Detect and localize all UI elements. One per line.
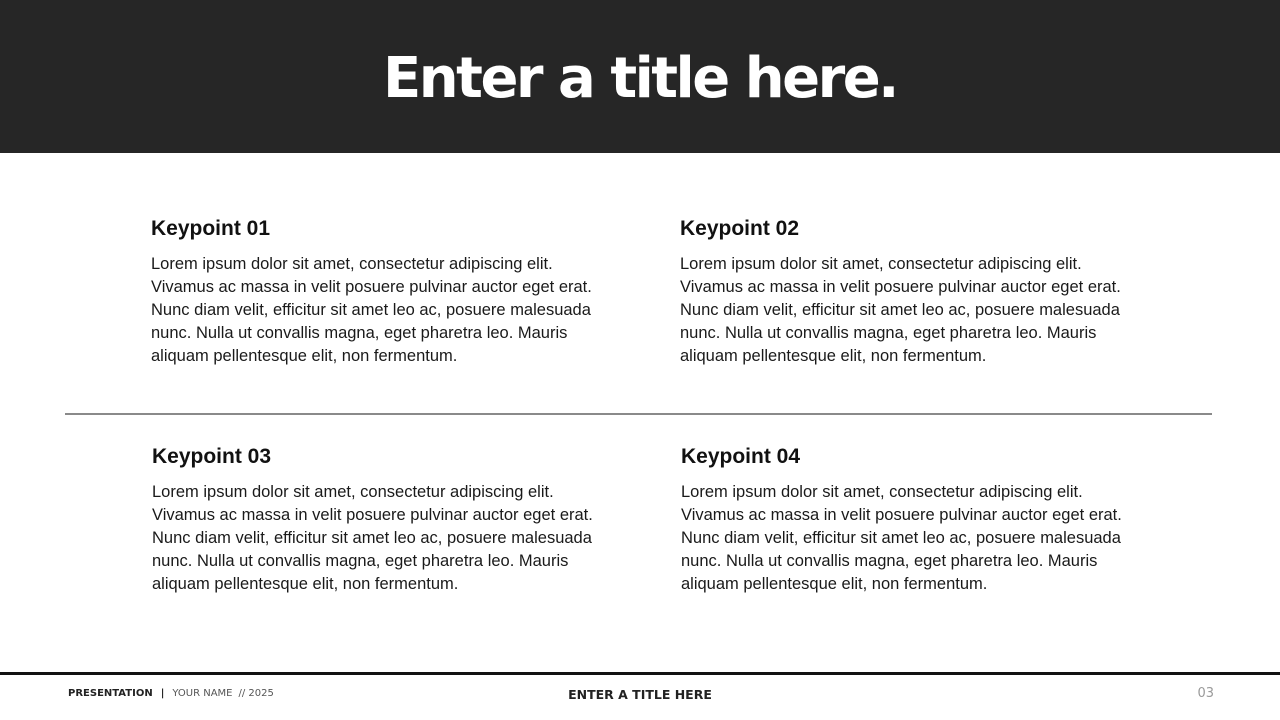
page-number: 03	[1197, 686, 1214, 701]
keypoint-block-04	[681, 443, 1151, 596]
footer-year[interactable]: // 2025	[238, 688, 274, 699]
footer-presentation-label[interactable]: PRESENTATION	[68, 688, 153, 699]
footer-separator: |	[160, 688, 165, 699]
keypoint-title[interactable]: Keypoint 01	[151, 217, 271, 240]
keypoint-body[interactable]: Lorem ipsum dolor sit amet, consectetur adipiscing elit. Vivamus ac massa in velit posuere pulvinar auctor eget erat. Nunc diam velit, efficitur sit amet leo ac, posuere malesuada nunc. Nulla ut convallis magna, eget pharetra leo. Mauris aliquam pellentesque elit, non fermentum.	[152, 483, 593, 593]
keypoint-title[interactable]: Keypoint 02	[680, 217, 800, 240]
keypoint-block-03	[152, 443, 622, 596]
slide-title[interactable]: Enter a title here.	[383, 46, 897, 111]
keypoint-block-01	[151, 215, 621, 368]
keypoint-block-02	[680, 215, 1150, 368]
footer-title[interactable]: ENTER A TITLE HERE	[568, 687, 712, 702]
keypoint-title[interactable]: Keypoint 04	[681, 445, 801, 468]
section-divider	[65, 413, 1212, 415]
keypoint-body[interactable]: Lorem ipsum dolor sit amet, consectetur adipiscing elit. Vivamus ac massa in velit posuere pulvinar auctor eget erat. Nunc diam velit, efficitur sit amet leo ac, posuere malesuada nunc. Nulla ut convallis magna, eget pharetra leo. Mauris aliquam pellentesque elit, non fermentum.	[681, 483, 1122, 593]
keypoint-body[interactable]: Lorem ipsum dolor sit amet, consectetur adipiscing elit. Vivamus ac massa in velit posuere pulvinar auctor eget erat. Nunc diam velit, efficitur sit amet leo ac, posuere malesuada nunc. Nulla ut convallis magna, eget pharetra leo. Mauris aliquam pellentesque elit, non fermentum.	[151, 255, 592, 365]
keypoint-body[interactable]: Lorem ipsum dolor sit amet, consectetur adipiscing elit. Vivamus ac massa in velit posuere pulvinar auctor eget erat. Nunc diam velit, efficitur sit amet leo ac, posuere malesuada nunc. Nulla ut convallis magna, eget pharetra leo. Mauris aliquam pellentesque elit, non fermentum.	[680, 255, 1121, 365]
title-banner	[0, 0, 1280, 153]
footer-author-name[interactable]: YOUR NAME	[172, 688, 233, 699]
slide-footer	[0, 675, 1280, 720]
keypoint-title[interactable]: Keypoint 03	[152, 445, 272, 468]
